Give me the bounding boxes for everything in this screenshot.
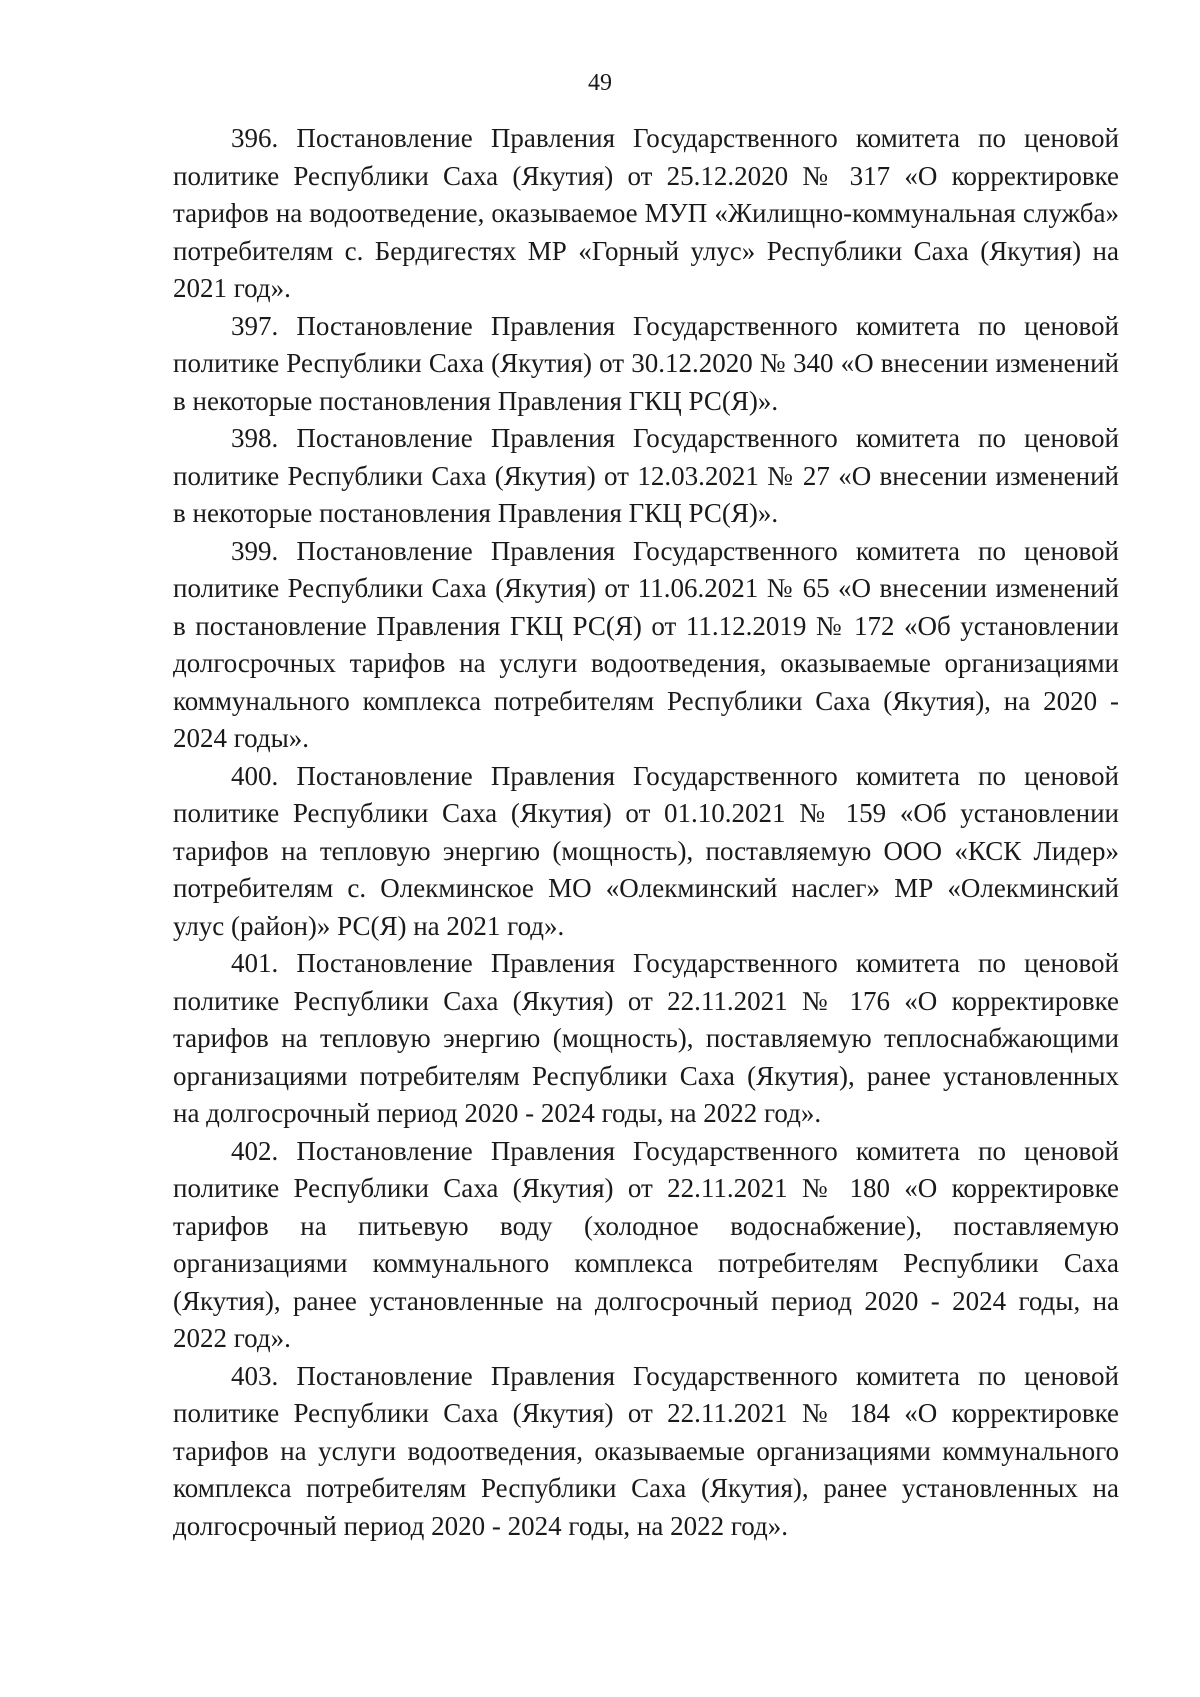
- list-item-402: 402. Постановление Правления Государственного комитета по ценовой политике Республики Саха (Якутия) от 22.11.2021 № 180 «О корректировке тарифов на питьевую воду (холодное водоснабжение), поставляемую организациями коммунального комплекса потребителям Республики Саха (Якутия), ранее установленные на долгосрочный период 2020 - 2024 годы, на 2022 год».: [173, 1135, 1119, 1353]
- list-item-398: 398. Постановление Правления Государственного комитета по ценовой политике Республики Саха (Якутия) от 12.03.2021 № 27 «О внесении изменений в некоторые постановления Правления ГКЦ РС(Я)».: [173, 423, 1119, 528]
- list-item-401: 401. Постановление Правления Государственного комитета по ценовой политике Республики Саха (Якутия) от 22.11.2021 № 176 «О корректировке тарифов на тепловую энергию (мощность), поставляемую теплоснабжающими организациями потребителям Республики Саха (Якутия), ранее установленных на долгосрочный период 2020 - 2024 годы, на 2022 год».: [173, 948, 1119, 1128]
- document-body: [173, 120, 1119, 1545]
- list-item-396: 396. Постановление Правления Государственного комитета по ценовой политике Республики Саха (Якутия) от 25.12.2020 № 317 «О корректировке тарифов на водоотведение, оказываемое МУП «Жилищно-коммунальная служба» потребителям с. Бердигестях МР «Горный улус» Республики Саха (Якутия) на 2021 год».: [173, 123, 1119, 303]
- page-number: 49: [588, 70, 612, 96]
- list-item-400: 400. Постановление Правления Государственного комитета по ценовой политике Республики Саха (Якутия) от 01.10.2021 № 159 «Об установлении тарифов на тепловую энергию (мощность), поставляемую ООО «КСК Лидер» потребителям с. Олекминское МО «Олекминский наслег» МР «Олекминский улус (район)» РС(Я) на 2021 год».: [173, 760, 1119, 941]
- list-item-397: 397. Постановление Правления Государственного комитета по ценовой политике Республики Саха (Якутия) от 30.12.2020 № 340 «О внесении изменений в некоторые постановления Правления ГКЦ РС(Я)».: [173, 310, 1119, 416]
- list-item-403: 403. Постановление Правления Государственного комитета по ценовой политике Республики Саха (Якутия) от 22.11.2021 № 184 «О корректировке тарифов на услуги водоотведения, оказываемые организациями коммунального комплекса потребителям Республики Саха (Якутия), ранее установленных на долгосрочный период 2020 - 2024 годы, на 2022 год».: [173, 1360, 1119, 1541]
- list-item-399: 399. Постановление Правления Государственного комитета по ценовой политике Республики Саха (Якутия) от 11.06.2021 № 65 «О внесении изменений в постановление Правления ГКЦ РС(Я) от 11.12.2019 № 172 «Об установлении долгосрочных тарифов на услуги водоотведения, оказываемые организациями коммунального комплекса потребителям Республики Саха (Якутия), на 2020 - 2024 годы».: [173, 535, 1119, 753]
